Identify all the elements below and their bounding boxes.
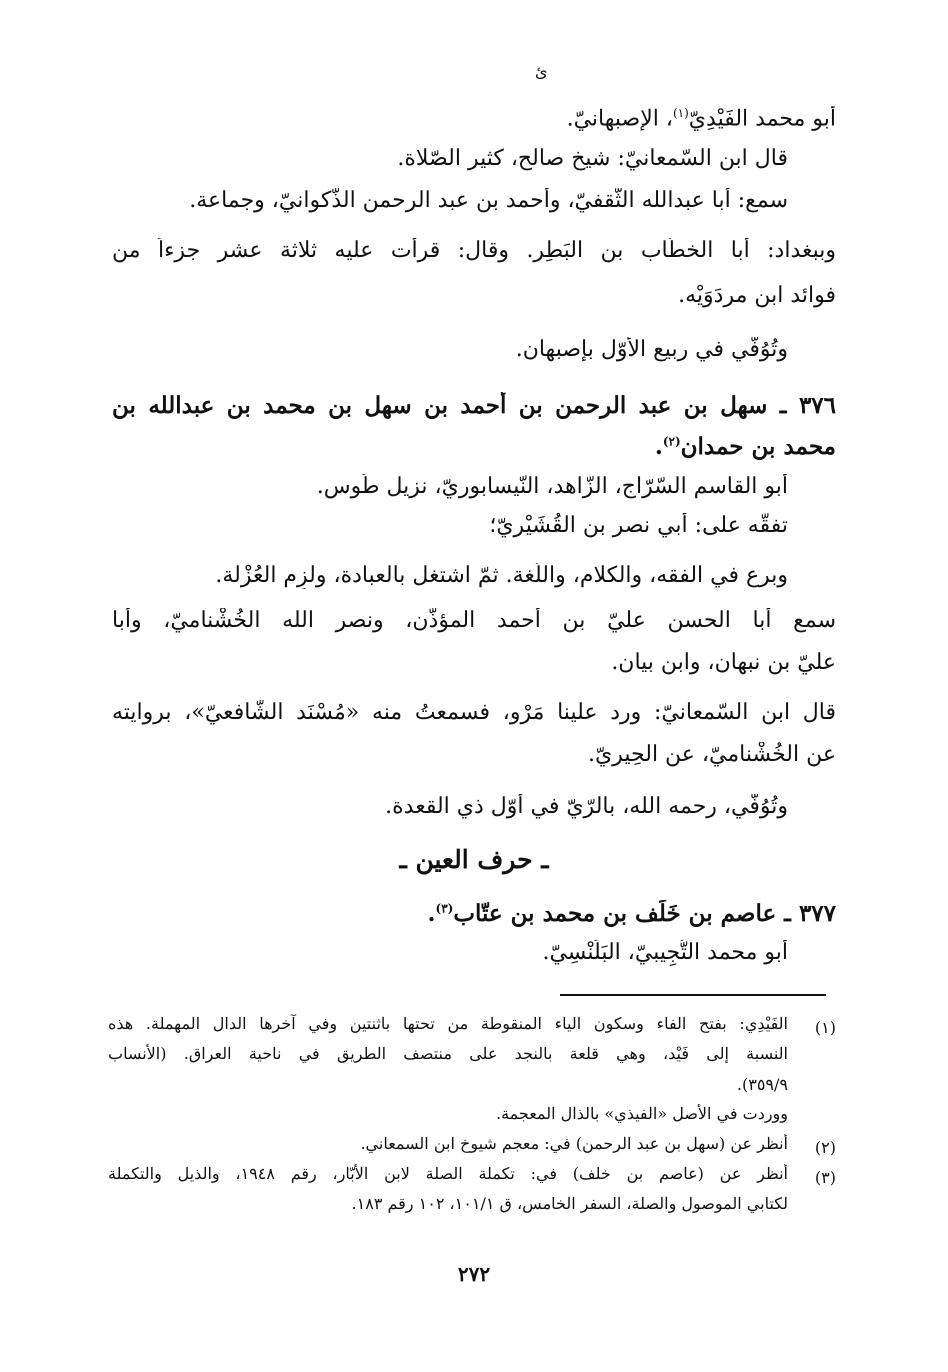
text-line: وببغداد: أبا الخطّاب بن البَطِر. وقال: قرأت عليه ثلاثة عشر جزءاً من	[112, 238, 836, 263]
section-heading: ـ حرف العين ـ	[399, 845, 549, 874]
footnote-number: (١)	[814, 1018, 836, 1037]
page-number: ٢٧٢	[457, 1262, 491, 1286]
text-line: تفقّه على: أبي نصر بن القُشَيْريّ؛	[489, 513, 788, 538]
text-line: وتُوُفّي في ربيع الأوّل بإصبهان.	[515, 337, 788, 362]
text-line: أبو القاسم السّرّاج، الزّاهد، النّيسابوريّ، نزيل طُوس.	[316, 474, 788, 499]
entry-heading-377	[112, 900, 836, 928]
entry-heading-376: ٣٧٦ ـ سهل بن عبد الرحمن بن أحمد بن سهل بن محمد بن عبدالله بن	[112, 392, 836, 419]
footnote-number: (٣)	[814, 1168, 836, 1187]
text-span: .	[654, 433, 663, 460]
footnote-divider	[560, 994, 826, 996]
footnote-line: أنظر عن (عاصم بن خلف) في: تكملة الصلة لابن الأبّار، رقم ١٩٤٨، والذيل والتكملة	[108, 1164, 788, 1183]
text-span: محمد بن حمدان	[680, 433, 836, 460]
text-line: وتُوُفّي، رحمه الله، بالرّيّ في أوّل ذي القعدة.	[385, 794, 788, 819]
text-line: فوائد ابن مردَوَيْه.	[678, 283, 836, 308]
footnote-line: لكتابي الموصول والصلة، السفر الخامس، ق ١٠١/١، ١٠٢ رقم ١٨٣.	[351, 1194, 788, 1213]
text-line: سمع: أبا عبدالله الثّقفيّ، وأحمد بن عبد الرحمن الذّكوانيّ، وجماعة.	[189, 188, 788, 213]
text-span: .	[427, 900, 436, 927]
footnote-line: النسبة إلى فَيْد، وهي قلعة بالنجد على منتصف الطريق في ناحية العراق. (الأنساب	[108, 1044, 788, 1063]
text-line: قال ابن السّمعانيّ: ورد علينا مَرْو، فسمعتُ منه «مُسْنَد الشّافعيّ»، بروايته	[112, 700, 836, 725]
entry-heading-376-cont	[112, 433, 836, 461]
text-line: قال ابن السّمعانيّ: شيخ صالح، كثير الصّلاة.	[397, 146, 788, 171]
text-span: أبو محمد الفَيْدِيّ	[688, 106, 836, 132]
text-span: ٣٧٧ ـ عاصم بن خَلَف بن محمد بن عتّاب	[453, 900, 836, 927]
footnote-line: ٣٥٩/٩).	[736, 1075, 788, 1094]
footnote-ref: (٣)	[435, 901, 454, 916]
text-line: أبو محمد التُّجِيبيّ، البَلَنْسِيّ.	[542, 940, 788, 965]
text-line: وبرع في الفقه، والكلام، واللّغة. ثمّ اشتغل بالعبادة، ولزِم العُزْلة.	[215, 563, 788, 588]
text-line	[112, 106, 836, 133]
footnote-line: أنظر عن (سهل بن عبد الرحمن) في: معجم شيوخ ابن السمعاني.	[360, 1134, 788, 1153]
text-span: ، الإصبهانيّ.	[566, 106, 673, 132]
footnote-ref: (٢)	[662, 434, 681, 449]
text-line: سمع أبا الحسن عليّ بن أحمد المؤذّن، ونصر الله الخُشْناميّ، وأبا	[112, 608, 836, 633]
footnote-line: ووردت في الأصل «الفيذي» بالذال المعجمة.	[496, 1104, 788, 1123]
text-line: عليّ بن نبهان، وابن بيان.	[611, 650, 836, 675]
footnote-ref: (١)	[672, 106, 689, 120]
top-mark: ئ	[535, 62, 548, 81]
text-line: عن الخُشْناميّ، عن الحِيريّ.	[588, 742, 836, 767]
footnote-line: الفَيْدِي: بفتح الفاء وسكون الياء المنقوطة من تحتها باثنتين وفي آخرها الدال المهملة. هذه	[108, 1014, 788, 1033]
footnote-number: (٢)	[814, 1138, 836, 1157]
